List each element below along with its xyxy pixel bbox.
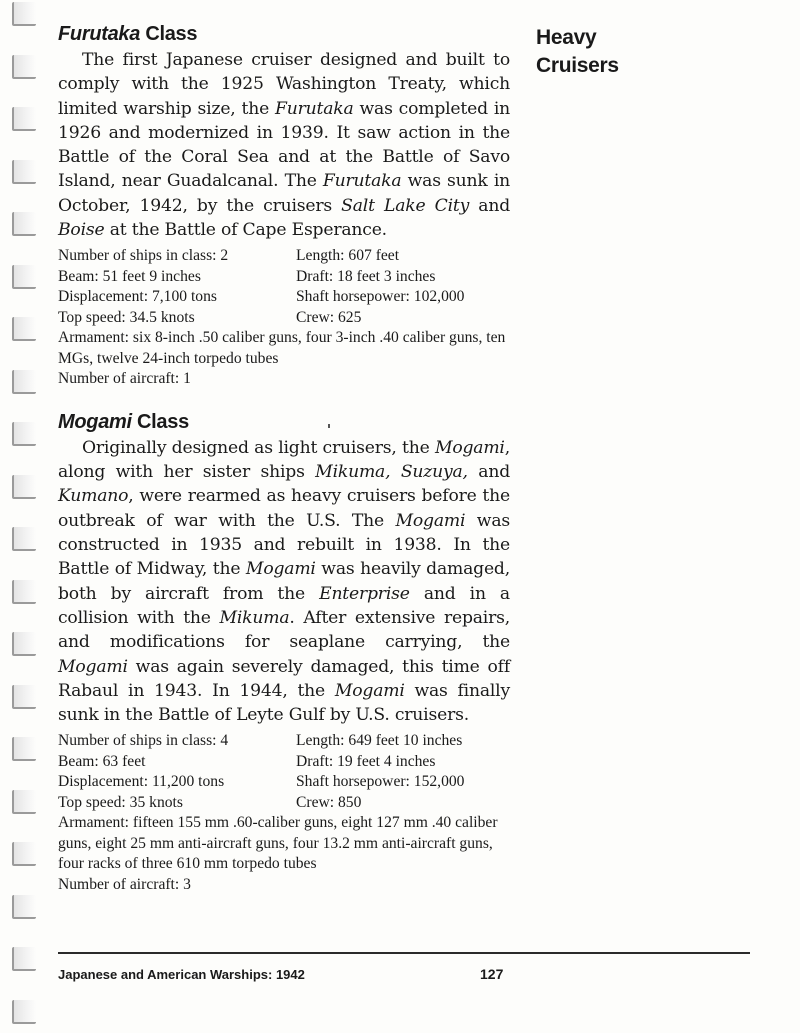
- spiral-binding: [0, 0, 40, 1033]
- binding-ring: [12, 527, 36, 551]
- paragraph-run: was sunk in October, 1942, by the cruisers: [58, 171, 510, 216]
- ship-name: Mogami: [395, 510, 466, 531]
- specs-block: [58, 731, 510, 895]
- binding-ring: [12, 842, 36, 866]
- binding-ring: [12, 212, 36, 236]
- ship-name: Mogami: [58, 656, 128, 677]
- main-column: [58, 20, 510, 895]
- paragraph-run: and in a collision with the: [58, 583, 510, 628]
- spec-row: Displacement: 7,100 tons Shaft horsepower: 102,000: [58, 288, 465, 306]
- paragraph-run: was heavily damaged, both by aircraft from the: [58, 559, 510, 604]
- binding-ring: [12, 737, 36, 761]
- spec-row: Number of ships in class: 2 Length: 607 feet: [58, 247, 400, 265]
- aircraft-text: Number of aircraft: 1: [58, 370, 191, 388]
- binding-ring: [12, 895, 36, 919]
- armament-text: Armament: fifteen 155 mm .60-caliber guns, eight 127 mm .40 caliber guns, eight 25 mm anti-aircraft guns, four 13.2 mm anti-aircraft guns, four racks of three 610 mm torpedo tubes: [58, 814, 498, 873]
- print-speck: [328, 424, 330, 428]
- ship-name: Salt Lake City: [341, 195, 470, 216]
- section-title: Furutaka Class: [58, 23, 198, 45]
- paragraph-run: was constructed in 1935 and rebuilt in 1938. In the Battle of Midway, the: [58, 510, 510, 580]
- armament-text: Armament: six 8-inch .50 caliber guns, four 3-inch .40 caliber guns, ten MGs, twelve 24-inch torpedo tubes: [58, 329, 506, 367]
- section-furutaka: [58, 20, 510, 390]
- ship-name: Mikuma, Suzuya,: [315, 462, 468, 483]
- spec-row: Displacement: 11,200 tons Shaft horsepower: 152,000: [58, 773, 465, 791]
- binding-ring: [12, 422, 36, 446]
- paragraph-run: was again severely damaged, this time off Rabaul in 1943. In 1944, the: [58, 656, 510, 701]
- ship-name: Mogami: [334, 680, 405, 701]
- binding-ring: [12, 475, 36, 499]
- section-mogami: [58, 408, 510, 896]
- paragraph-run: was completed in 1926 and modernized in 1939. It saw action in the Battle of the Coral Sea and at the Battle of Savo Island, near Guadalcanal. The: [58, 98, 511, 192]
- binding-ring: [12, 2, 36, 26]
- binding-ring: [12, 370, 36, 394]
- footer-title: Japanese and American Warships: 1942: [58, 967, 305, 982]
- ship-name: Mogami: [245, 559, 316, 580]
- binding-ring: [12, 580, 36, 604]
- section-paragraph: [58, 48, 510, 242]
- binding-ring: [12, 685, 36, 709]
- page-number: 127: [480, 966, 504, 982]
- paragraph-run: , were rearmed as heavy cruisers before the outbreak of war with the U.S. The: [58, 486, 510, 531]
- spec-row: Top speed: 34.5 knots Crew: 625: [58, 308, 362, 326]
- spec-row: Top speed: 35 knots Crew: 850: [58, 793, 362, 811]
- ship-name: Furutaka: [275, 98, 354, 119]
- ship-name: Boise: [58, 220, 105, 241]
- spec-row: Number of ships in class: 4 Length: 649 feet 10 inches: [58, 732, 463, 750]
- paragraph-run: , along with her sister ships: [58, 437, 510, 483]
- binding-ring: [12, 1000, 36, 1024]
- paragraph-run: The first Japanese cruiser designed and built to comply with the 1925 Washington Treaty, which limited warship size, the: [58, 50, 510, 119]
- specs-block: [58, 246, 510, 390]
- paragraph-run: and: [467, 462, 510, 483]
- binding-ring: [12, 160, 36, 184]
- binding-ring: [12, 55, 36, 79]
- ship-name: Furutaka: [322, 171, 402, 192]
- binding-ring: [12, 317, 36, 341]
- binding-ring: [12, 790, 36, 814]
- binding-ring: [12, 107, 36, 131]
- paragraph-run: and: [469, 195, 510, 216]
- binding-ring: [12, 265, 36, 289]
- paragraph-run: Originally designed as light cruisers, the: [82, 437, 435, 458]
- chapter-heading: Heavy Cruisers: [536, 26, 619, 77]
- ship-name: Mogami: [434, 437, 505, 458]
- ship-name: Enterprise: [319, 583, 410, 604]
- footer-rule: [58, 952, 750, 954]
- spec-row: Beam: 63 feet Draft: 19 feet 4 inches: [58, 752, 436, 770]
- aircraft-text: Number of aircraft: 3: [58, 875, 191, 893]
- section-title: Mogami Class: [58, 410, 189, 433]
- binding-ring: [12, 947, 36, 971]
- paragraph-run: was finally sunk in the Battle of Leyte Gulf by U.S. cruisers.: [58, 680, 510, 726]
- spec-row: Beam: 51 feet 9 inches Draft: 18 feet 3 inches: [58, 267, 436, 285]
- ship-name: Mikuma: [219, 607, 290, 628]
- ship-name: Kumano: [58, 486, 129, 507]
- binding-ring: [12, 632, 36, 656]
- paragraph-run: . After extensive repairs, and modifications for seaplane carrying, the: [58, 607, 511, 653]
- paragraph-run: at the Battle of Cape Esperance.: [104, 220, 387, 241]
- section-paragraph: [58, 436, 510, 728]
